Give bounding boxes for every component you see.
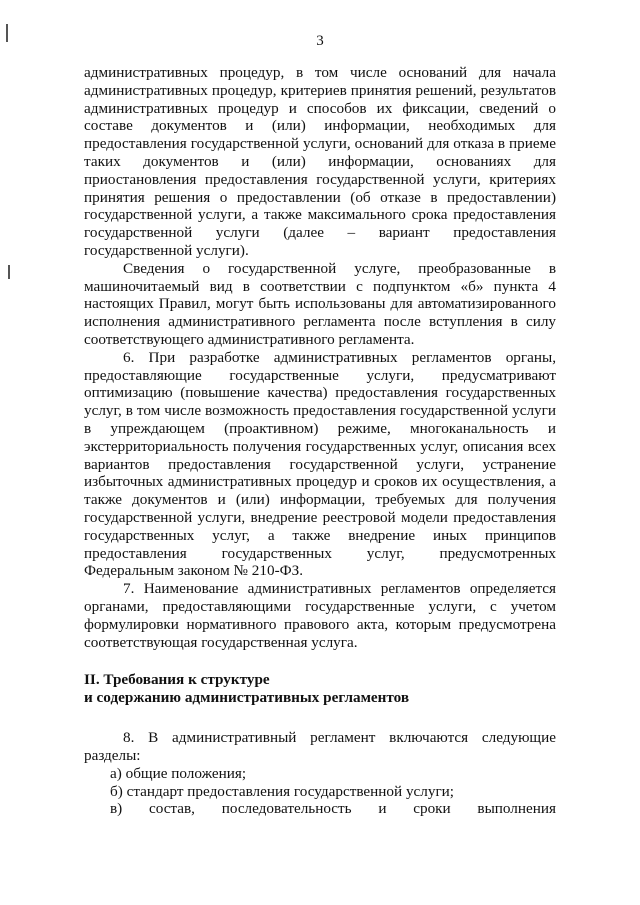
paragraph-continuation: административных процедур, в том числе оснований для начала административных процедур, критериев принятия решений, результатов административных процедур и способов их фиксации, сведений о составе документов и (или) информации, необходимых для предоставления государственной услуги, оснований для отказа в приеме таких документов и (или) информации, основаниях для приостановления предоставления государственной услуги, критериях принятия решения о предоставлении (об отказе в предоставлении) государственной услуги, а также максимального срока предоставления государственной услуги (далее – вариант предоставления государственной услуги). [84, 64, 556, 259]
document-body [84, 64, 556, 818]
paragraph-clause-6: 6. При разработке административных регламентов органы, предоставляющие государственные услуги, предусматривают оптимизацию (повышение качества) предоставления государственных услуг, в том числе возможность предоставления государственной услуги в упреждающем (проактивном) режиме, многоканальность и экстерриториальность получения государственных услуг, описания всех вариантов предоставления государственной услуги, устранение избыточных административных процедур и сроков их осуществления, а также документов и (или) информации, требуемых для получения государственной услуги, внедрение реестровой модели предоставления государственных услуг, а также внедрение иных принципов предоставления государственных услуг, предусмотренных Федеральным законом № 210-ФЗ. [84, 348, 556, 580]
paragraph-clause-7: 7. Наименование административных регламентов определяется органами, предоставляющими государственные услуги, с учетом формулировки нормативного правового акта, которым предусмотрена соответствующая государственная услуга. [84, 580, 556, 651]
list-item-a: а) общие положения; [110, 764, 247, 782]
scan-edge-mark-middle [8, 265, 10, 279]
paragraph-clause-8: 8. В административный регламент включаются следующие разделы: [84, 729, 556, 765]
paragraph-machine-readable: Сведения о государственной услуге, преобразованные в машиночитаемый вид в соответствии с подпунктом «б» пункта 4 настоящих Правил, могут быть использованы для автоматизированного исполнения административного регламента после вступления в силу соответствующего административного регламента. [84, 259, 556, 348]
list-item-b: б) стандарт предоставления государственной услуги; [110, 782, 455, 800]
page-number: 3 [316, 33, 324, 49]
section-heading-line-2: и содержанию административных регламентов [84, 689, 410, 707]
section-heading-line-1: II. Требования к структуре [84, 671, 270, 689]
list-item-v: в) состав, последовательность и сроки выполнения [110, 800, 556, 818]
